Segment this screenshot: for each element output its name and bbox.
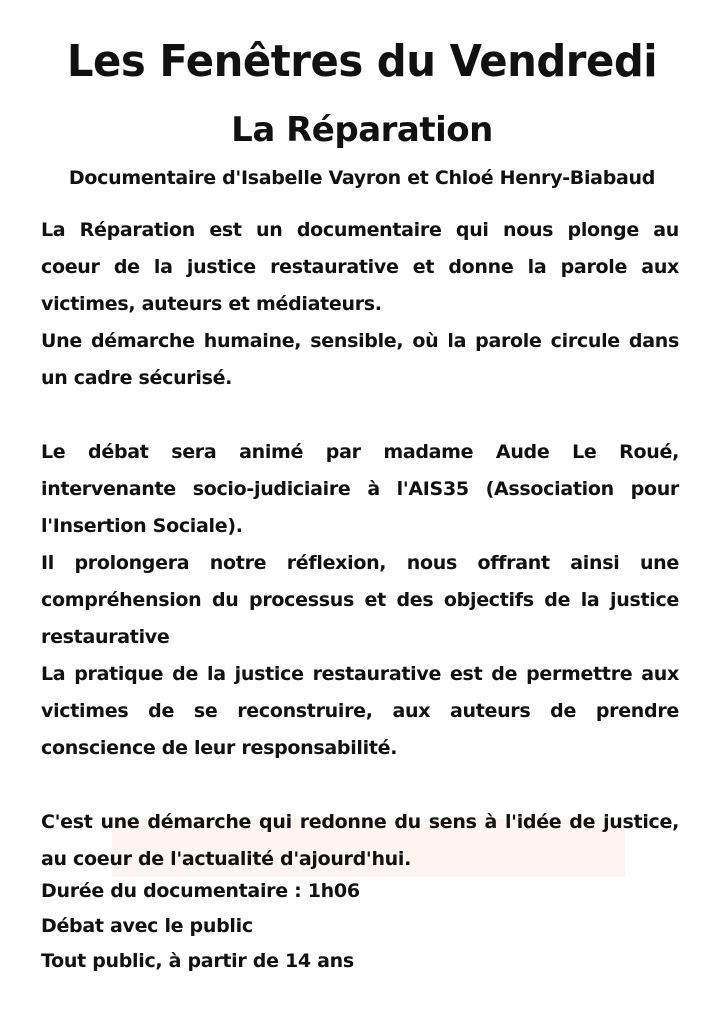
paragraph-approach: Une démarche humaine, sensible, où la parole circule dans un cadre sécurisé. <box>41 330 679 389</box>
film-byline: Documentaire d'Isabelle Vayron et Chloé Henry-Biabaud <box>68 167 656 189</box>
event-info <box>41 874 360 979</box>
paragraph-intro: La Réparation est un documentaire qui nous plonge au coeur de la justice restaurative et donne la parole aux victimes, auteurs et médiateurs. <box>41 219 679 315</box>
paragraph-conclusion: C'est une démarche qui redonne du sens à l'idée de justice, au coeur de l'actualité d'ajourd'hui. <box>41 811 679 870</box>
paragraph-practice: La pratique de la justice restaurative est de permettre aux victimes de se reconstruire, aux auteurs de prendre conscience de leur responsabilité. <box>41 663 679 759</box>
event-title: Les Fenêtres du Vendredi <box>66 36 658 87</box>
info-debate: Débat avec le public <box>41 915 253 937</box>
info-audience: Tout public, à partir de 14 ans <box>41 950 354 972</box>
paragraph-debate: Le débat sera animé par madame Aude Le Roué, intervenante socio-judiciaire à l'AIS35 (Association pour l'Insertion Sociale). <box>41 441 679 537</box>
info-duration: Durée du documentaire : 1h06 <box>41 880 360 902</box>
paragraph-reflection: Il prolongera notre réflexion, nous offrant ainsi une compréhension du processus et des objectifs de la justice restaurative <box>41 552 679 648</box>
film-title: La Réparation <box>231 110 493 150</box>
description <box>41 212 679 878</box>
